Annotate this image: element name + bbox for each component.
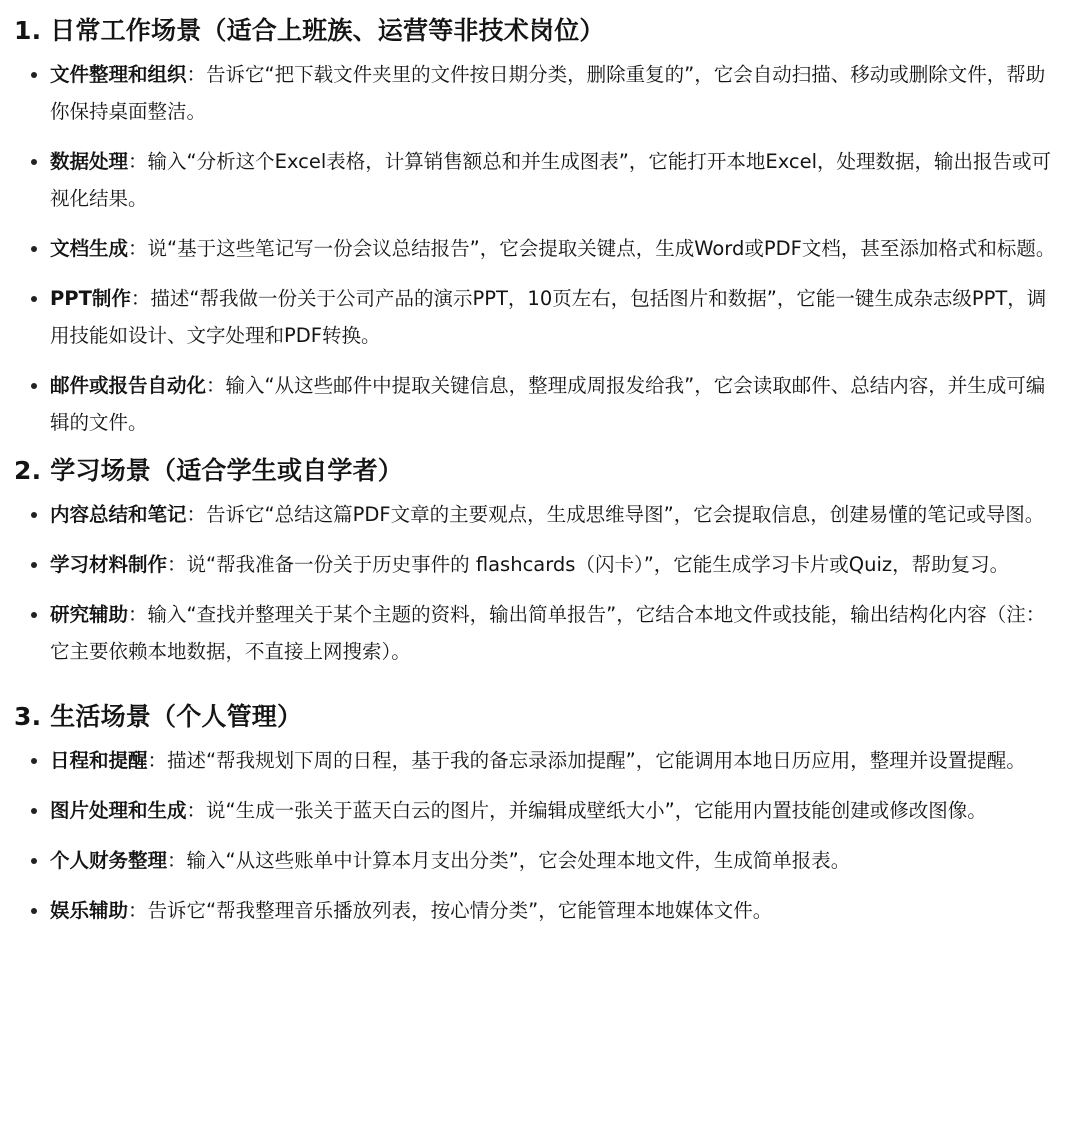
list-item: [14, 230, 1056, 267]
list-item: [14, 56, 1056, 130]
list-item: [14, 546, 1056, 583]
list-item: [14, 367, 1056, 441]
item-term: 学习材料制作: [50, 553, 168, 576]
item-term: 个人财务整理: [50, 849, 168, 872]
list-item: [14, 842, 1056, 879]
list-item: [14, 280, 1056, 354]
item-text: ：输入“分析这个Excel表格，计算销售额总和并生成图表”，它能打开本地Excel，处理数据，输出报告或可视化结果。: [50, 150, 1052, 210]
list-item: [14, 496, 1056, 533]
item-text: ：输入“查找并整理关于某个主题的资料，输出简单报告”，它结合本地文件或技能，输出结构化内容（注：它主要依赖本地数据，不直接上网搜索）。: [50, 603, 1046, 663]
bullet-dot-icon: [31, 562, 37, 568]
bullet-dot-icon: [31, 72, 37, 78]
list-item: [14, 143, 1056, 217]
list-item: [14, 742, 1056, 779]
item-text: ：告诉它“帮我整理音乐播放列表，按心情分类”，它能管理本地媒体文件。: [128, 899, 773, 922]
item-text: ：告诉它“把下载文件夹里的文件按日期分类，删除重复的”，它会自动扫描、移动或删除文件，帮助你保持桌面整洁。: [50, 63, 1046, 123]
bullet-dot-icon: [31, 858, 37, 864]
bullet-list: [14, 742, 1056, 929]
section-life: [14, 700, 1056, 929]
bullet-dot-icon: [31, 808, 37, 814]
list-item: [14, 596, 1056, 670]
item-term: PPT制作: [50, 287, 131, 310]
section-daily-work: [14, 14, 1056, 441]
section-study: [14, 454, 1056, 670]
bullet-dot-icon: [31, 246, 37, 252]
item-term: 研究辅助: [50, 603, 129, 626]
bullet-dot-icon: [31, 512, 37, 518]
bullet-dot-icon: [31, 296, 37, 302]
section-title: 1. 日常工作场景（适合上班族、运营等非技术岗位）: [14, 16, 605, 45]
item-term: 娱乐辅助: [50, 899, 129, 922]
list-item: [14, 792, 1056, 829]
bullet-list: [14, 496, 1056, 670]
item-term: 图片处理和生成: [50, 799, 187, 822]
item-text: ：说“基于这些笔记写一份会议总结报告”，它会提取关键点，生成Word或PDF文档，甚至添加格式和标题。: [128, 237, 1056, 260]
item-term: 日程和提醒: [50, 749, 148, 772]
item-text: ：描述“帮我规划下周的日程，基于我的备忘录添加提醒”，它能调用本地日历应用，整理并设置提醒。: [147, 749, 1026, 772]
item-term: 数据处理: [50, 150, 129, 173]
item-text: ：告诉它“总结这篇PDF文章的主要观点，生成思维导图”，它会提取信息，创建易懂的笔记或导图。: [186, 503, 1045, 526]
item-term: 文件整理和组织: [50, 63, 187, 86]
item-text: ：说“帮我准备一份关于历史事件的 flashcards（闪卡）”，它能生成学习卡片或Quiz，帮助复习。: [167, 553, 1010, 576]
bullet-dot-icon: [31, 383, 37, 389]
bullet-dot-icon: [31, 758, 37, 764]
item-text: ：说“生成一张关于蓝天白云的图片，并编辑成壁纸大小”，它能用内置技能创建或修改图像。: [186, 799, 987, 822]
section-title: 2. 学习场景（适合学生或自学者）: [14, 456, 403, 485]
item-term: 邮件或报告自动化: [50, 374, 207, 397]
section-title: 3. 生活场景（个人管理）: [14, 702, 303, 731]
item-term: 内容总结和笔记: [50, 503, 187, 526]
bullet-list: [14, 56, 1056, 441]
item-text: ：输入“从这些账单中计算本月支出分类”，它会处理本地文件，生成简单报表。: [167, 849, 851, 872]
bullet-dot-icon: [31, 159, 37, 165]
bullet-dot-icon: [31, 612, 37, 618]
list-item: [14, 892, 1056, 929]
item-term: 文档生成: [50, 237, 129, 260]
item-text: ：描述“帮我做一份关于公司产品的演示PPT，10页左右，包括图片和数据”，它能一键生成杂志级PPT，调用技能如设计、文字处理和PDF转换。: [50, 287, 1047, 347]
item-text: ：输入“从这些邮件中提取关键信息，整理成周报发给我”，它会读取邮件、总结内容，并生成可编辑的文件。: [50, 374, 1046, 434]
bullet-dot-icon: [31, 908, 37, 914]
